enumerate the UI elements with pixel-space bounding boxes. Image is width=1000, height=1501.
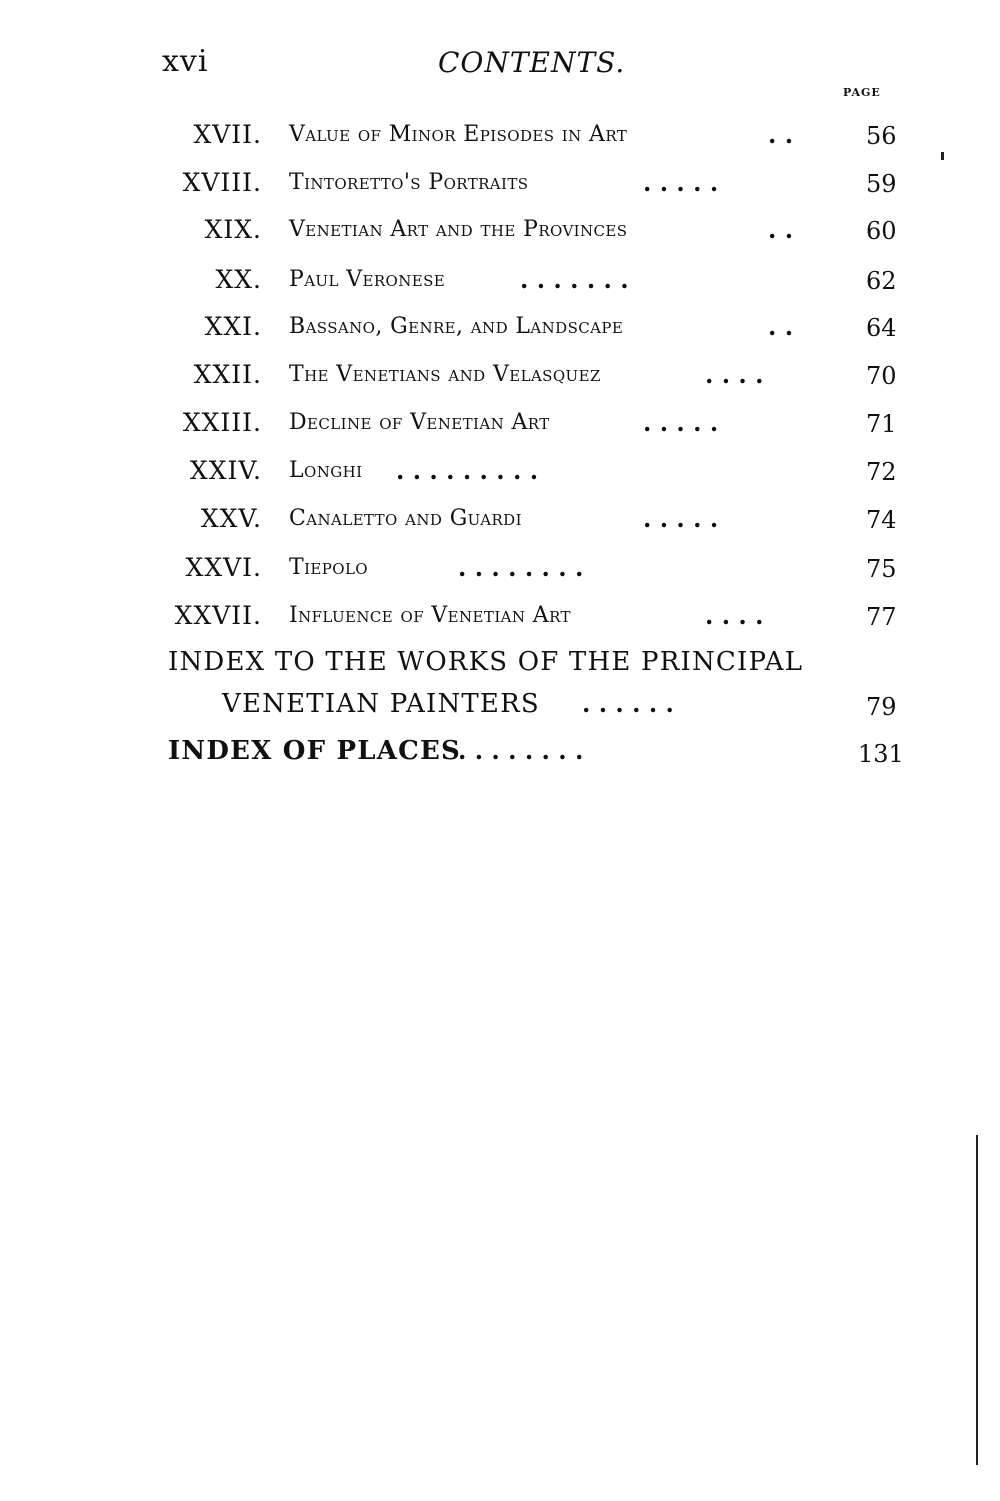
toc-entry xyxy=(0,504,1000,544)
leader-dots: . . . . . xyxy=(643,168,719,197)
leader-dots: . . . . xyxy=(705,360,764,389)
chapter-numeral: XXIV. xyxy=(189,456,262,485)
chapter-numeral: XXI. xyxy=(204,312,262,341)
chapter-page: 62 xyxy=(866,267,897,295)
leader-dots: . . . . . . . . xyxy=(458,736,584,765)
toc-entry xyxy=(0,601,1000,641)
leader-dots: . . xyxy=(768,215,794,244)
chapter-title: Influence of Venetian Art xyxy=(289,603,571,628)
chapter-title: Venetian Art and the Provinces xyxy=(289,217,628,242)
index-title-continuation: VENETIAN PAINTERS xyxy=(222,689,540,719)
chapter-title: Canaletto and Guardi xyxy=(289,506,522,531)
toc-entry xyxy=(0,408,1000,448)
chapter-page: 70 xyxy=(866,362,897,390)
index-page: 79 xyxy=(866,693,897,721)
chapter-page: 56 xyxy=(866,122,897,150)
chapter-numeral: XXIII. xyxy=(182,408,262,437)
chapter-numeral: XIX. xyxy=(204,215,262,244)
index-title-line: INDEX OF PLACES xyxy=(168,736,461,766)
page-column-label: PAGE xyxy=(843,86,881,99)
chapter-numeral: XXVI. xyxy=(185,553,262,582)
leader-dots: . . xyxy=(768,120,794,149)
chapter-numeral: XXVII. xyxy=(174,601,262,630)
chapter-page: 75 xyxy=(866,555,897,583)
chapter-page: 71 xyxy=(866,410,897,438)
chapter-title: Value of Minor Episodes in Art xyxy=(289,122,628,147)
running-head: CONTENTS. xyxy=(438,46,626,79)
chapter-page: 77 xyxy=(866,603,897,631)
chapter-page: 59 xyxy=(866,170,897,198)
chapter-title: The Venetians and Velasquez xyxy=(289,362,601,387)
toc-entry xyxy=(0,312,1000,352)
toc-entry xyxy=(0,215,1000,255)
chapter-numeral: XXII. xyxy=(193,360,262,389)
chapter-title: Longhi xyxy=(289,458,363,483)
index-title-line: INDEX TO THE WORKS OF THE PRINCIPAL xyxy=(168,647,804,677)
chapter-numeral: XX. xyxy=(215,265,262,294)
leader-dots: . . . . . xyxy=(643,408,719,437)
chapter-page: 74 xyxy=(866,506,897,534)
chapter-page: 72 xyxy=(866,458,897,486)
chapter-title: Tintoretto's Portraits xyxy=(289,170,529,195)
toc-entry xyxy=(0,360,1000,400)
leader-dots: . . . . . . xyxy=(582,689,674,718)
leader-dots: . . . . . xyxy=(643,504,719,533)
chapter-title: Tiepolo xyxy=(289,555,368,580)
chapter-numeral: XVIII. xyxy=(182,168,262,197)
chapter-title: Paul Veronese xyxy=(289,267,446,292)
toc-entry xyxy=(0,168,1000,208)
toc-entry xyxy=(0,456,1000,496)
chapter-numeral: XXV. xyxy=(200,504,262,533)
leader-dots: . . . . xyxy=(705,601,764,630)
chapter-page: 64 xyxy=(866,314,897,342)
chapter-title: Decline of Venetian Art xyxy=(289,410,550,435)
index-page: 131 xyxy=(858,740,904,768)
chapter-title: Bassano, Genre, and Landscape xyxy=(289,314,624,339)
leader-dots: . . . . . . . . . xyxy=(396,456,539,485)
leader-dots: . . xyxy=(768,312,794,341)
toc-entry xyxy=(0,553,1000,593)
leader-dots: . . . . . . . . xyxy=(458,553,584,582)
page-number: xvi xyxy=(162,44,209,79)
toc-entry xyxy=(0,120,1000,160)
toc-entry xyxy=(0,265,1000,305)
leader-dots: . . . . . . . xyxy=(520,265,629,294)
chapter-page: 60 xyxy=(866,217,897,245)
scan-margin-line xyxy=(976,1135,978,1465)
chapter-numeral: XVII. xyxy=(193,120,262,149)
